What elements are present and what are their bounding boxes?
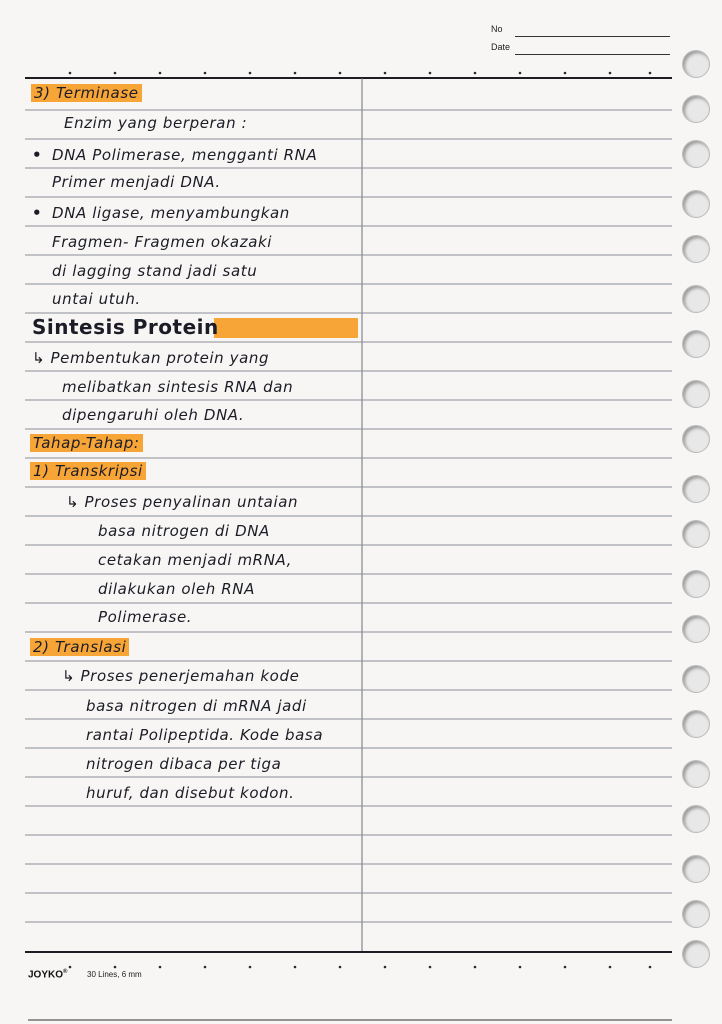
transkripsi-line4: dilakukan oleh RNA bbox=[98, 580, 255, 598]
bullet2-line1: DNA ligase, menyambungkan bbox=[52, 204, 290, 222]
binder-hole bbox=[682, 190, 710, 218]
no-line bbox=[515, 36, 670, 37]
transkripsi-line2: basa nitrogen di DNA bbox=[98, 522, 270, 540]
translasi-heading: 2) Translasi bbox=[30, 638, 129, 656]
binder-hole bbox=[682, 425, 710, 453]
transkripsi-line5: Polimerase. bbox=[98, 608, 193, 626]
binder-hole bbox=[682, 330, 710, 358]
date-label: Date bbox=[491, 42, 511, 52]
binder-hole bbox=[682, 805, 710, 833]
binder-hole bbox=[682, 665, 710, 693]
transkripsi-line1: ↳ Proses penyalinan untaian bbox=[66, 493, 299, 511]
binder-hole bbox=[682, 235, 710, 263]
translasi-line1: ↳ Proses penerjemahan kode bbox=[62, 667, 300, 685]
binder-hole bbox=[682, 570, 710, 598]
bullet2-line4: untai utuh. bbox=[52, 290, 141, 308]
binder-hole bbox=[682, 380, 710, 408]
sintesis-line3: dipengaruhi oleh DNA. bbox=[62, 406, 245, 424]
brand-logo: JOYKO® bbox=[28, 969, 68, 981]
translasi-line2: basa nitrogen di mRNA jadi bbox=[86, 697, 307, 715]
binder-hole bbox=[682, 475, 710, 503]
binder-hole bbox=[682, 710, 710, 738]
no-label: No bbox=[491, 24, 503, 34]
binder-hole bbox=[682, 615, 710, 643]
sintesis-line1: ↳ Pembentukan protein yang bbox=[32, 349, 270, 367]
bullet1-line1: DNA Polimerase, mengganti RNA bbox=[52, 146, 318, 164]
translasi-line4: nitrogen dibaca per tiga bbox=[86, 755, 282, 773]
translasi-line3: rantai Polipeptida. Kode basa bbox=[86, 726, 324, 744]
binder-hole bbox=[682, 140, 710, 168]
binder-hole bbox=[682, 520, 710, 548]
date-line bbox=[515, 54, 670, 55]
sintesis-title: Sintesis Protein bbox=[32, 315, 219, 339]
binder-holes bbox=[676, 40, 722, 970]
bullet-dot-1: • bbox=[32, 146, 43, 164]
tahap-heading: Tahap-Tahap: bbox=[30, 434, 143, 452]
binder-hole bbox=[682, 760, 710, 788]
paper-spec: 30 Lines, 6 mm bbox=[87, 970, 142, 979]
bullet2-line3: di lagging stand jadi satu bbox=[52, 262, 258, 280]
binder-hole bbox=[682, 900, 710, 928]
binder-hole bbox=[682, 50, 710, 78]
section3-heading: 3) Terminase bbox=[31, 84, 142, 102]
title-highlight-bar bbox=[214, 318, 358, 338]
bullet2-line2: Fragmen- Fragmen okazaki bbox=[52, 233, 273, 251]
transkripsi-heading: 1) Transkripsi bbox=[30, 462, 146, 480]
binder-hole bbox=[682, 940, 710, 968]
bullet1-line2: Primer menjadi DNA. bbox=[52, 173, 221, 191]
binder-hole bbox=[682, 95, 710, 123]
transkripsi-line3: cetakan menjadi mRNA, bbox=[98, 551, 293, 569]
binder-hole bbox=[682, 285, 710, 313]
sintesis-line2: melibatkan sintesis RNA dan bbox=[62, 378, 294, 396]
binder-hole bbox=[682, 855, 710, 883]
translasi-line5: huruf, dan disebut kodon. bbox=[86, 784, 295, 802]
bullet-dot-2: • bbox=[32, 204, 43, 222]
enzim-intro: Enzim yang berperan : bbox=[64, 114, 248, 132]
